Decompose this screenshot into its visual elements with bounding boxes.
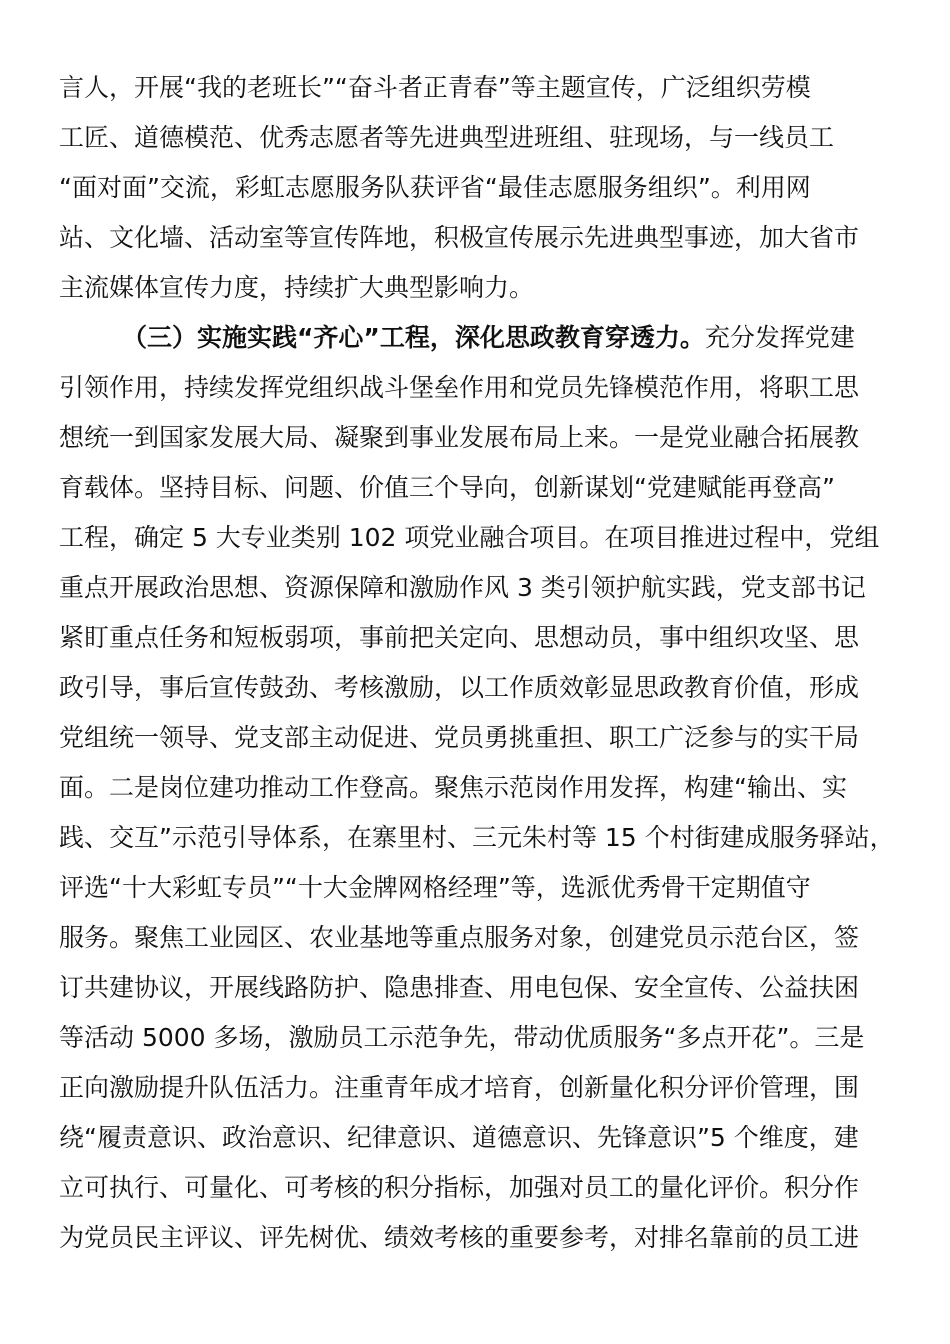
paragraph-2 [59, 313, 895, 1263]
text-line: 为党员民主评议、评先树优、绩效考核的重要参考，对排名靠前的员工进 [59, 1223, 860, 1252]
text-line: 工匠、道德模范、优秀志愿者等先进典型进班组、驻现场，与一线员工 [59, 123, 835, 152]
text-line: 想统一到国家发展大局、凝聚到事业发展布局上来。一是党业融合拓展教 [59, 423, 860, 452]
paragraph-1 [59, 63, 895, 313]
text-line: 践、交互”示范引导体系，在寨里村、三元朱村等 15 个村街建成服务驿站， [59, 823, 895, 852]
text-run: 充分发挥党建 [704, 323, 855, 352]
text-line: 等活动 5000 多场，激励员工示范争先，带动优质服务“多点开花”。三是 [59, 1023, 865, 1052]
text-line: 主流媒体宣传力度，持续扩大典型影响力。 [59, 273, 535, 302]
text-line: 重点开展政治思想、资源保障和激励作风 3 类引领护航实践，党支部书记 [59, 573, 866, 602]
text-line: 绕“履责意识、政治意识、纪律意识、道德意识、先锋意识”5 个维度，建 [59, 1123, 859, 1152]
text-line: 言人，开展“我的老班长”“奋斗者正青春”等主题宣传，广泛组织劳模 [59, 73, 811, 102]
text-line: 服务。聚焦工业园区、农业基地等重点服务对象，创建党员示范台区，签 [59, 923, 860, 952]
text-line: 工程，确定 5 大专业类别 102 项党业融合项目。在项目推进过程中，党组 [59, 523, 880, 552]
text-line: 正向激励提升队伍活力。注重青年成才培育，创新量化积分评价管理，围 [59, 1073, 860, 1102]
text-line: 育载体。坚持目标、问题、价值三个导向，创新谋划“党建赋能再登高” [59, 473, 835, 502]
text-line [59, 313, 895, 363]
body-text [59, 63, 895, 1263]
text-line: “面对面”交流，彩虹志愿服务队获评省“最佳志愿服务组织”。利用网 [59, 173, 811, 202]
text-line: 站、文化墙、活动室等宣传阵地，积极宣传展示先进典型事迹，加大省市 [59, 223, 860, 252]
text-line: 面。二是岗位建功推动工作登高。聚焦示范岗作用发挥，构建“输出、实 [59, 773, 847, 802]
section-heading: （三）实施实践“齐心”工程，深化思政教育穿透力。 [122, 323, 705, 352]
text-line: 订共建协议，开展线路防护、隐患排查、用电包保、安全宣传、公益扶困 [59, 973, 860, 1002]
text-line: 立可执行、可量化、可考核的积分指标，加强对员工的量化评价。积分作 [59, 1173, 860, 1202]
text-line: 紧盯重点任务和短板弱项，事前把关定向、思想动员，事中组织攻坚、思 [59, 623, 860, 652]
text-line: 评选“十大彩虹专员”“十大金牌网格经理”等，选派优秀骨干定期值守 [59, 873, 811, 902]
text-line: 党组统一领导、党支部主动促进、党员勇挑重担、职工广泛参与的实干局 [59, 723, 860, 752]
text-line: 政引导，事后宣传鼓劲、考核激励，以工作质效彰显思政教育价值，形成 [59, 673, 860, 702]
text-line: 引领作用，持续发挥党组织战斗堡垒作用和党员先锋模范作用，将职工思 [59, 373, 860, 402]
